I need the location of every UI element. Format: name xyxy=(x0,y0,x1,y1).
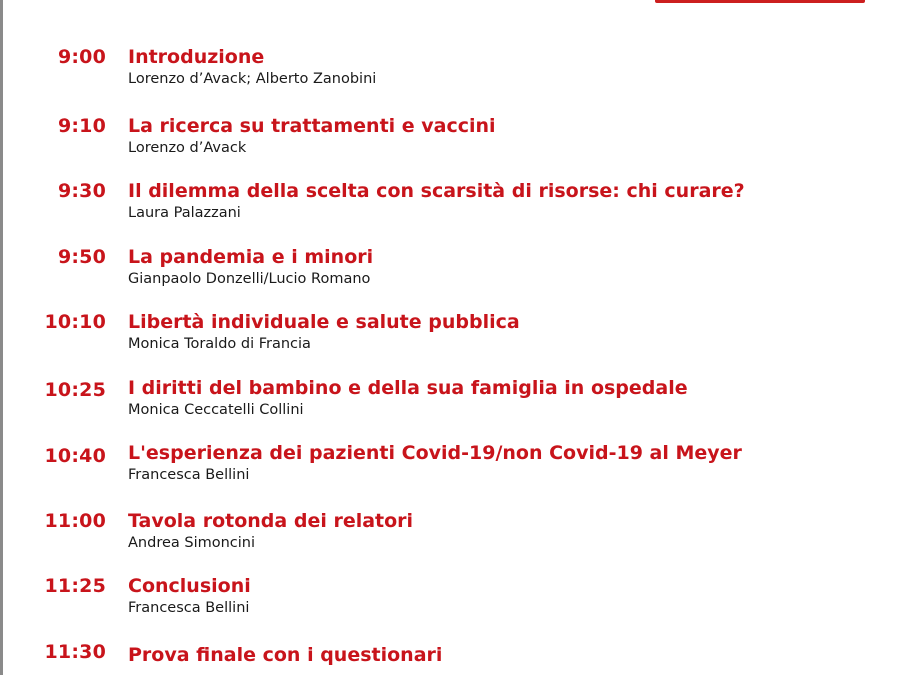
schedule-title: L'esperienza dei pazienti Covid-19/non Covid-19 al Meyer xyxy=(128,442,742,464)
schedule-speaker: Monica Toraldo di Francia xyxy=(128,336,311,352)
schedule-title: Libertà individuale e salute pubblica xyxy=(128,311,520,333)
schedule-title: I diritti del bambino e della sua famiglia in ospedale xyxy=(128,377,688,399)
schedule-time: 11:30 xyxy=(44,641,106,663)
schedule-time: 10:25 xyxy=(44,379,106,401)
schedule-speaker: Lorenzo d’Avack; Alberto Zanobini xyxy=(128,71,377,87)
schedule-time: 11:00 xyxy=(44,510,106,532)
schedule-speaker: Francesca Bellini xyxy=(128,600,250,616)
schedule-time: 9:00 xyxy=(57,46,106,68)
schedule-title: La pandemia e i minori xyxy=(128,246,374,268)
schedule-time: 9:50 xyxy=(57,246,106,268)
schedule-speaker: Laura Palazzani xyxy=(128,205,241,221)
schedule-time: 11:25 xyxy=(44,575,106,597)
schedule-title: Conclusioni xyxy=(128,575,251,597)
schedule-speaker: Francesca Bellini xyxy=(128,467,250,483)
schedule-title: Tavola rotonda dei relatori xyxy=(128,510,414,532)
schedule-title: Prova finale con i questionari xyxy=(128,644,443,666)
schedule-title: Introduzione xyxy=(128,46,265,68)
schedule-speaker: Monica Ceccatelli Collini xyxy=(128,402,304,418)
schedule-speaker: Andrea Simoncini xyxy=(128,535,256,551)
schedule-speaker: Gianpaolo Donzelli/Lucio Romano xyxy=(128,271,371,287)
schedule-title: La ricerca su trattamenti e vaccini xyxy=(128,115,496,137)
schedule-title: Il dilemma della scelta con scarsità di risorse: chi curare? xyxy=(128,180,745,202)
schedule-time: 10:10 xyxy=(44,311,106,333)
schedule-time: 10:40 xyxy=(44,445,106,467)
schedule-speaker: Lorenzo d’Avack xyxy=(128,140,247,156)
schedule-time: 9:30 xyxy=(57,180,106,202)
schedule-time: 9:10 xyxy=(57,115,106,137)
